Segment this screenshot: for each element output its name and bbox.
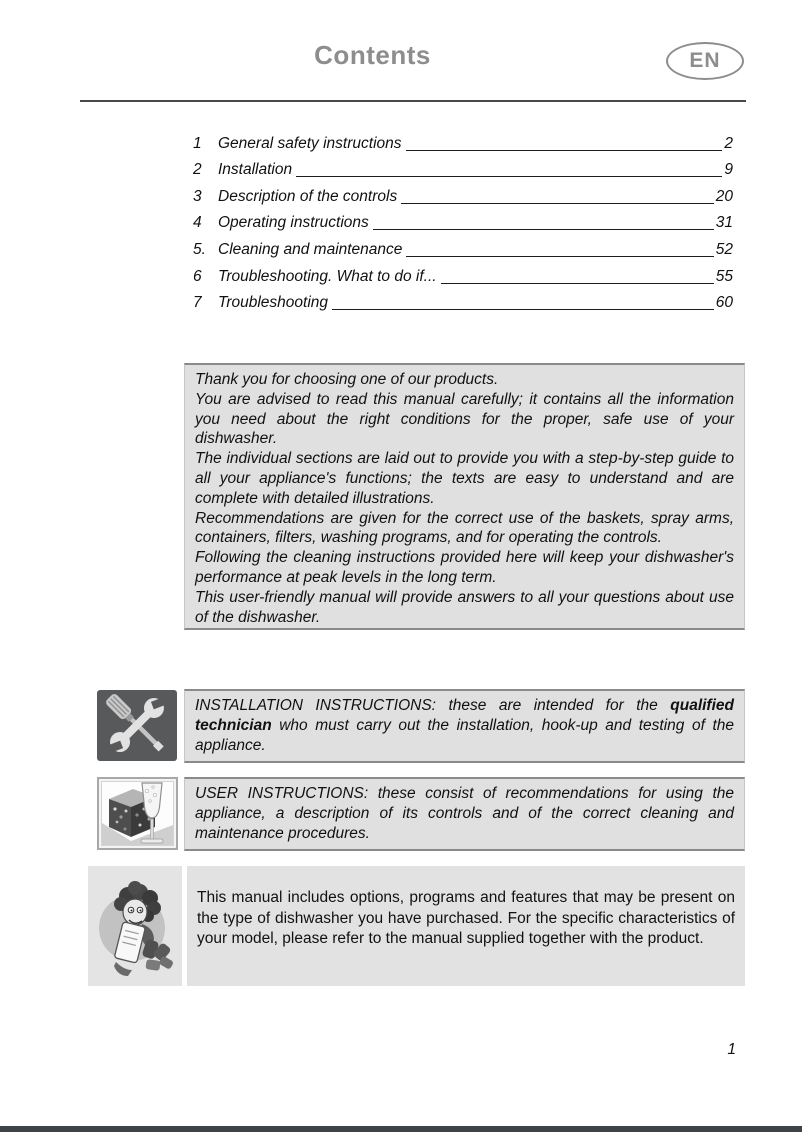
toc-entry-title: Troubleshooting. What to do if...: [218, 267, 437, 285]
toc-entry-title: Operating instructions: [218, 214, 369, 232]
toc-entry-title: Installation: [218, 161, 293, 179]
page-title: Contents: [314, 40, 431, 70]
toc-entry-number: 1: [193, 134, 202, 152]
toc-leader-line: [401, 187, 714, 204]
intro-paragraph: Recommendations are given for the correct use of the baskets, spray arms, containers, filters, washing programs, and for operating the controls.: [195, 509, 734, 547]
toc-leader-line: [406, 240, 713, 257]
installation-instructions-text: [195, 696, 734, 755]
user-instructions-box: [184, 777, 745, 851]
toc-entry-number: 3: [193, 187, 202, 205]
toc-entry[interactable]: [193, 206, 733, 233]
toc-entry-title: Troubleshooting: [218, 294, 329, 312]
toc-entry-title: Cleaning and maintenance: [218, 240, 403, 258]
toc-entry-number: 4: [193, 214, 202, 232]
toc-leader-line: [373, 214, 714, 231]
installation-instructions-box: [184, 689, 745, 763]
toc-leader-line: [406, 134, 723, 151]
installation-text-bold: qualified technician: [195, 697, 734, 734]
toc-entry-number: 7: [193, 294, 202, 312]
toc-entry[interactable]: [193, 286, 733, 313]
toc-entry[interactable]: [193, 153, 733, 180]
toc-entry[interactable]: [193, 259, 733, 286]
toc-entry-page: 2: [724, 134, 733, 152]
page-number: 1: [727, 1041, 736, 1058]
basket-and-glass-icon: [97, 777, 178, 855]
model-note-box: [187, 866, 745, 986]
toc-entry-number: 6: [193, 267, 202, 285]
table-of-contents: [193, 126, 733, 312]
reader-character-icon: [88, 866, 182, 986]
toc-entry-page: 52: [715, 240, 733, 258]
model-note-text: This manual includes options, programs and features that may be present on the type of dishwasher you have purchased. For the specific characteristics of your model, please refer to the manual supplied together with the product.: [197, 889, 735, 947]
page-bottom-edge: [0, 1126, 802, 1132]
toc-entry-page: 60: [715, 294, 733, 312]
toc-entry[interactable]: [193, 232, 733, 259]
toc-entry-page: 9: [724, 161, 733, 179]
tools-icon: [97, 690, 177, 766]
toc-entry-page: 20: [715, 187, 733, 205]
toc-leader-line: [441, 267, 714, 284]
intro-paragraph: Thank you for choosing one of our products.: [195, 371, 499, 388]
intro-paragraph: You are advised to read this manual carefully; it contains all the information you need about the right conditions for the proper, safe use of your dishwasher.: [195, 390, 734, 448]
intro-paragraph: The individual sections are laid out to provide you with a step-by-step guide to all your appliance's functions; the texts are easy to understand and are complete with detailed illustrations.: [195, 450, 734, 507]
intro-paragraph: Following the cleaning instructions provided here will keep your dishwasher's performance at peak levels in the long term.: [195, 549, 734, 586]
toc-entry-number: 2: [193, 161, 202, 179]
language-badge: EN: [666, 42, 744, 80]
intro-paragraph: This user-friendly manual will provide answers to all your questions about use of the dishwasher.: [195, 588, 734, 626]
installation-text-post: who must carry out the installation, hook-up and testing of the appliance.: [195, 716, 734, 754]
intro-text-box: [184, 363, 745, 630]
user-instructions-text: USER INSTRUCTIONS: these consist of recommendations for using the appliance, a description of its controls and of the correct cleaning and maintenance procedures.: [195, 785, 734, 842]
toc-entry-page: 55: [715, 267, 733, 285]
toc-entry-page: 31: [715, 214, 733, 232]
installation-text-pre: INSTALLATION INSTRUCTIONS: these are intended for the: [195, 697, 671, 714]
toc-entry-title: Description of the controls: [218, 187, 398, 205]
toc-entry-number: 5.: [193, 240, 206, 258]
header-divider: [80, 100, 746, 102]
toc-entry-title: General safety instructions: [218, 134, 402, 152]
toc-leader-line: [296, 161, 722, 178]
toc-entry[interactable]: [193, 126, 733, 153]
toc-leader-line: [332, 294, 714, 311]
toc-entry[interactable]: [193, 179, 733, 206]
